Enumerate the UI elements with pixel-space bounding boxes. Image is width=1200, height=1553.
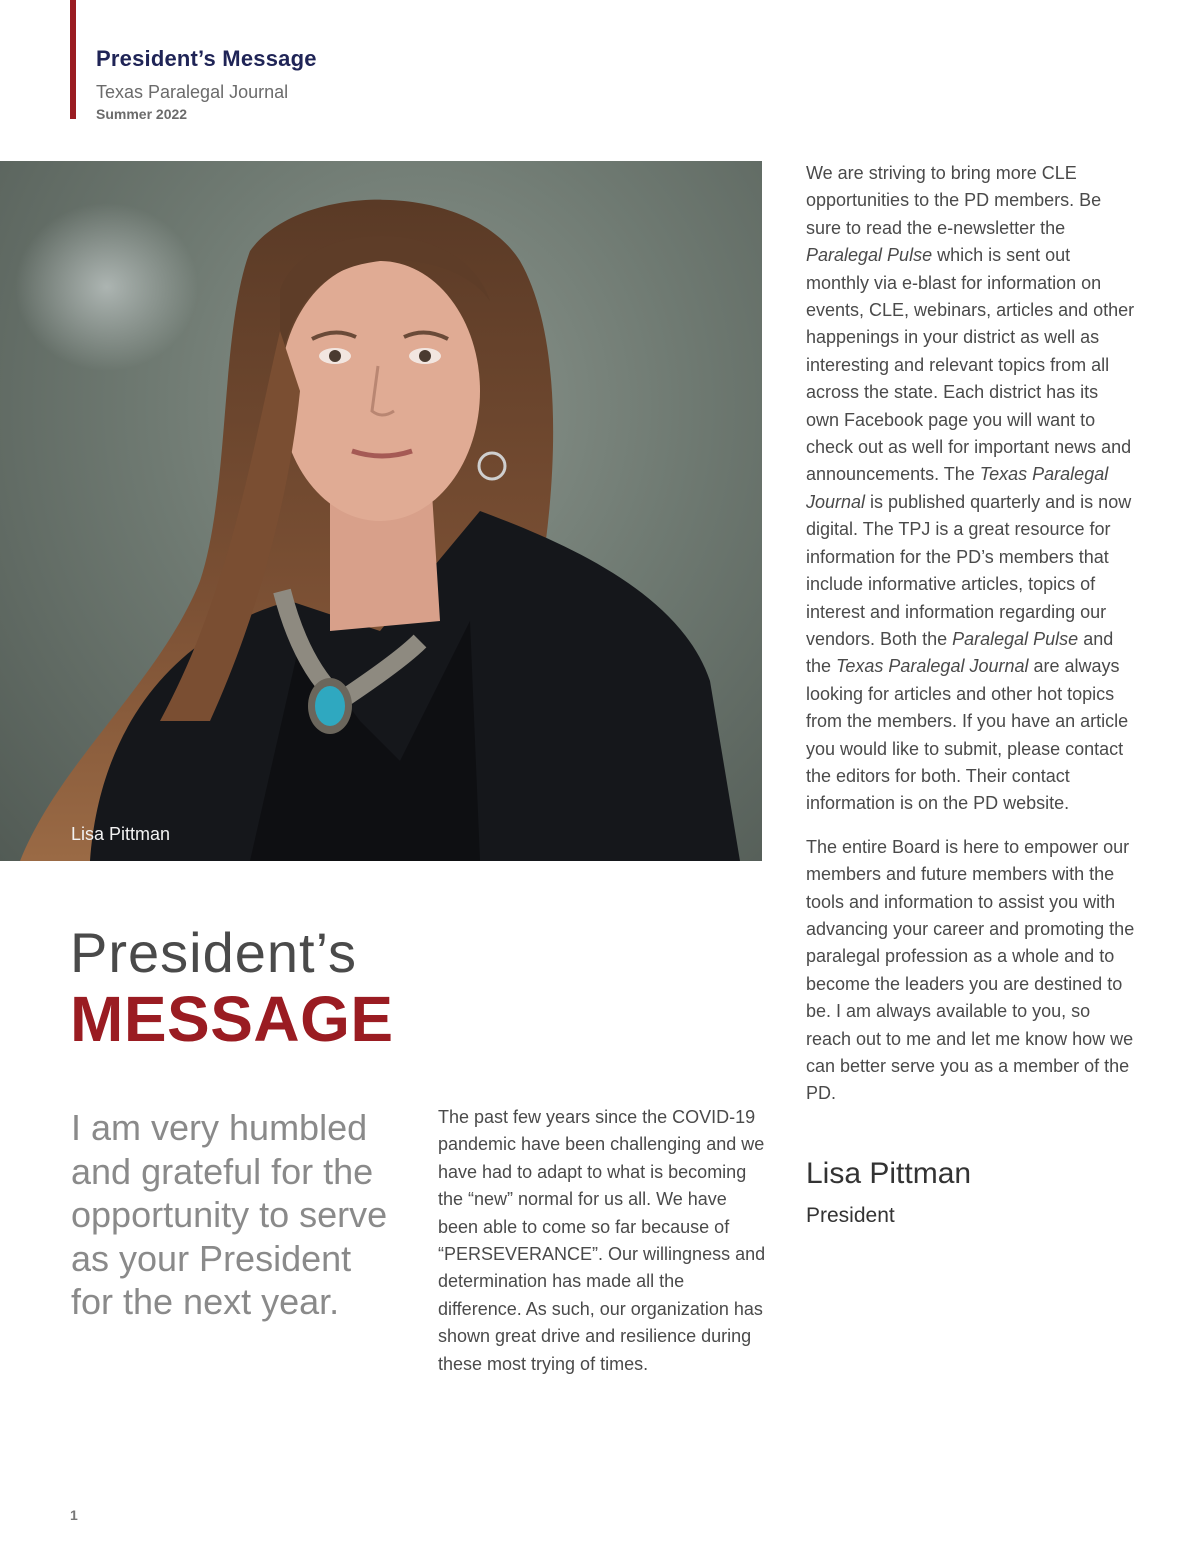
signature-title: President (806, 1204, 895, 1227)
portrait-illustration (0, 161, 762, 861)
text-run: are always looking for articles and other hot topics from the members. If you have an article you would like to submit, please contact the editors for both. Their contact information is on the PD website. (806, 656, 1129, 814)
headline-presidents: President’s (70, 921, 358, 984)
headline-message: MESSAGE (70, 983, 394, 1055)
page-number: 1 (70, 1507, 78, 1523)
photo-caption: Lisa Pittman (71, 824, 171, 844)
section-title: President’s Message (96, 46, 317, 71)
publication-name: Texas Paralegal Journal (96, 82, 289, 102)
text-run: which is sent out monthly via e-blast for information on events, CLE, webinars, articles and other happenings in your district as well as interesting and relevant topics from all across the state. Each district has its own Facebook page you will want to check out as well for important news and announcements. The (806, 245, 1135, 485)
publication-title-italic: Texas Paralegal Journal (836, 656, 1029, 677)
publication-title-italic: Paralegal Pulse (806, 245, 933, 266)
signature-name: Lisa Pittman (806, 1157, 972, 1190)
article-column-middle: The past few years since the COVID-19 pandemic have been challenging and we have had to adapt to what is becoming the “new” normal for us all. We have been able to come so far because of “PERSEVERANCE”. Our willingness and determination has made all the difference. As such, our organization has shown great drive and resilience during these most trying of times. (438, 1107, 766, 1374)
publication-title-italic: Texas Paralegal Journal (806, 464, 1109, 512)
portrait-photo (0, 161, 762, 861)
pull-quote: I am very humbled and grateful for the opportunity to serve as your President for the next year. (71, 1107, 388, 1322)
text-run: is published quarterly and is now digital. The TPJ is a great resource for information for the PD’s members that include informative articles, topics of interest and information regarding our vendors. Both the (806, 491, 1132, 649)
paragraph: The entire Board is here to empower our members and future members with the tools and information to assist you with advancing your career and promoting the paralegal profession as a whole and to become the leaders you are destined to be. I am always available to you, so reach out to me and let me know how we can better serve you as a member of the PD. (806, 836, 1135, 1104)
paragraph (806, 160, 1136, 818)
header-accent-bar (70, 0, 76, 119)
publication-title-italic: Paralegal Pulse (952, 628, 1079, 649)
text-run: and the (806, 628, 1114, 677)
text-run: We are striving to bring more CLE opportunities to the PD members. Be sure to read the e-newsletter the (806, 163, 1102, 238)
article-column-right (806, 160, 1136, 1108)
issue-date: Summer 2022 (96, 106, 188, 122)
